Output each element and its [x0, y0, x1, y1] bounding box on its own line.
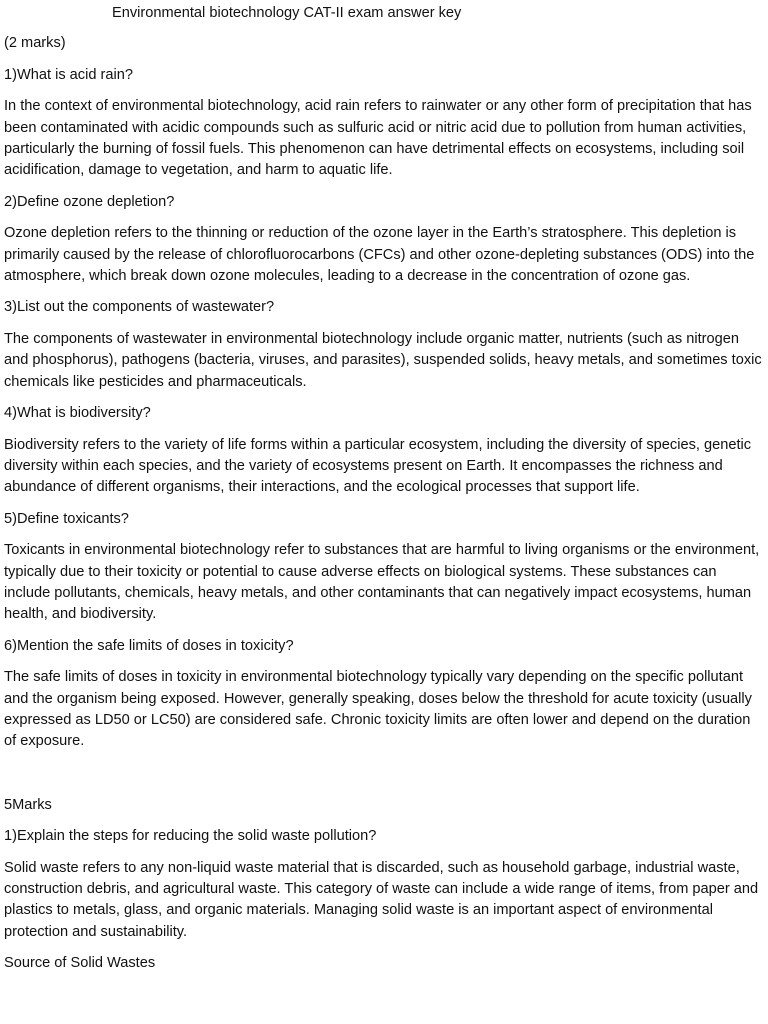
section-spacer — [4, 763, 764, 795]
question-1: 1)What is acid rain? — [4, 66, 133, 83]
section-5-marks — [4, 795, 764, 975]
answer-1: In the context of environmental biotechnology, acid rain refers to rainwater or any other form of precipitation that has been contaminated with acidic compounds such as sulfuric acid or nitric acid due to pollution from human activities, particularly the burning of fossil fuels. This phenomenon can have detrimental effects on ecosystems, including soil acidification, damage to vegetation, and harm to aquatic life. — [4, 98, 752, 179]
question-6: 6)Mention the safe limits of doses in toxicity? — [4, 637, 294, 654]
answer-4: Biodiversity refers to the variety of life forms within a particular ecosystem, including the diversity of species, genetic diversity within each species, and the variety of ecosystems present on Earth. It encompasses the richness and abundance of different organisms, their interactions, and the ecological processes that support life. — [4, 436, 752, 496]
section-label-2-marks: (2 marks) — [4, 35, 66, 52]
answer-2: Ozone depletion refers to the thinning or reduction of the ozone layer in the Earth’s stratosphere. This depletion is primarily caused by the release of chlorofluorocarbons (CFCs) and other ozone-depleting substances (ODS) into the atmosphere, which break down ozone molecules, leading to a decrease in the concentration of ozone gas. — [4, 225, 755, 285]
question-2: 2)Define ozone depletion? — [4, 193, 175, 210]
long-answer-1: Solid waste refers to any non-liquid waste material that is discarded, such as household garbage, industrial waste, construction debris, and agricultural waste. This category of waste can include a wide range of items, from paper and plastics to metals, glass, and organic materials. Managing solid waste is an important aspect of environmental protection and sustainability. — [4, 859, 759, 940]
long-question-1: 1)Explain the steps for reducing the solid waste pollution? — [4, 828, 377, 845]
question-3: 3)List out the components of wastewater? — [4, 299, 275, 316]
section-2-marks — [4, 33, 764, 752]
answer-3: The components of wastewater in environmental biotechnology include organic matter, nutrients (such as nitrogen and phosphorus), pathogens (bacteria, viruses, and parasites), suspended solids, heavy metals, and sometimes toxic chemicals like pesticides and pharmaceuticals. — [4, 330, 762, 390]
question-4: 4)What is biodiversity? — [4, 405, 151, 422]
section-label-5-marks: 5Marks — [4, 796, 52, 813]
answer-6: The safe limits of doses in toxicity in environmental biotechnology typically vary depending on the specific pollutant and the organism being exposed. However, generally speaking, doses below the threshold for acute toxicity (usually expressed as LD50 or LC50) are considered safe. Chronic toxicity limits are often lower and depend on the duration of exposure. — [4, 669, 752, 750]
answer-5: Toxicants in environmental biotechnology refer to substances that are harmful to living organisms or the environment, typically due to their toxicity or potential to cause adverse effects on biological systems. These substances can include pollutants, chemicals, heavy metals, and other contaminants that can negatively impact ecosystems, human health, and biodiversity. — [4, 542, 760, 623]
document-title: Environmental biotechnology CAT-II exam answer key — [112, 5, 462, 21]
question-5: 5)Define toxicants? — [4, 510, 129, 527]
subheading-source-of-solid-wastes: Source of Solid Wastes — [4, 955, 156, 972]
